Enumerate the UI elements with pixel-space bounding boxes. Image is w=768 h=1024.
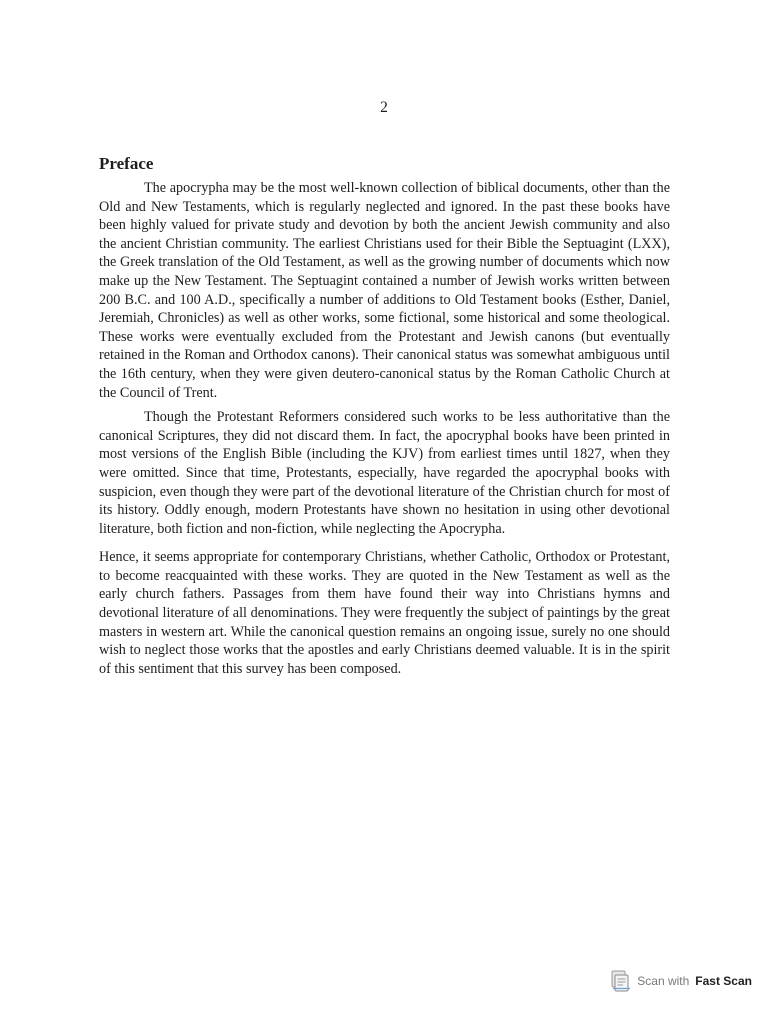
paragraph-2: Though the Protestant Reformers considered such works to be less authoritative than the canonical Scriptures, they did not discard them. In fact, the apocryphal books have been printed in most versions of the English Bible (including the KJV) from earliest times until 1827, when they were omitted. Since that time, Protestants, especially, have regarded the apocryphal books with suspicion, even though they were part of the devotional literature of the Christian church for most of its history. Oddly enough, modern Protestants have shown no hesitation in using other devotional literature, both fiction and non-fiction, while neglecting the Apocrypha. <box>99 409 670 537</box>
scan-prefix: Scan with <box>637 974 690 988</box>
paragraph-3: Hence, it seems appropriate for contemporary Christians, whether Catholic, Orthodox or Protestant, to become reacquainted with these works. They are quoted in the New Testament as well as the early church fathers. Passages from them have found their way into Christians hymns and devotional literature of all denominations. They were frequently the subject of paintings by the great masters in western art. While the canonical question remains an ongoing issue, surely no one should wish to neglect those works that the apostles and early Christians deemed valuable. It is in the spirit of this sentiment that this survey has been composed. <box>99 549 670 677</box>
scanner-icon <box>609 969 631 993</box>
paragraph-1: The apocrypha may be the most well-known collection of biblical documents, other than the Old and New Testaments, which is regularly neglected and ignored. In the past these books have been highly valued for private study and devotion by both the ancient Jewish community and also the ancient Christian community. The earliest Christians used for their Bible the Septuagint (LXX), the Greek translation of the Old Testament, as well as the growing number of documents which now make up the New Testament. The Septuagint contained a number of Jewish works written between 200 B.C. and 100 A.D., specifically a number of additions to Old Testament books (Esther, Daniel, Jeremiah, Chronicles) as well as other works, some fictional, some historical and some theological. These works were eventually excluded from the Protestant and Jewish canons (but eventually retained in the Roman and Orthodox canons). Their canonical status was somewhat ambiguous until the 16th century, when they were given deutero-canonical status by the Roman Catholic Church at the Council of Trent. <box>99 180 670 401</box>
document-body <box>99 153 670 684</box>
section-heading: Preface <box>99 154 154 173</box>
scan-brand: Fast Scan <box>695 974 752 988</box>
page-number: 2 <box>380 99 388 116</box>
scan-watermark <box>609 969 752 993</box>
